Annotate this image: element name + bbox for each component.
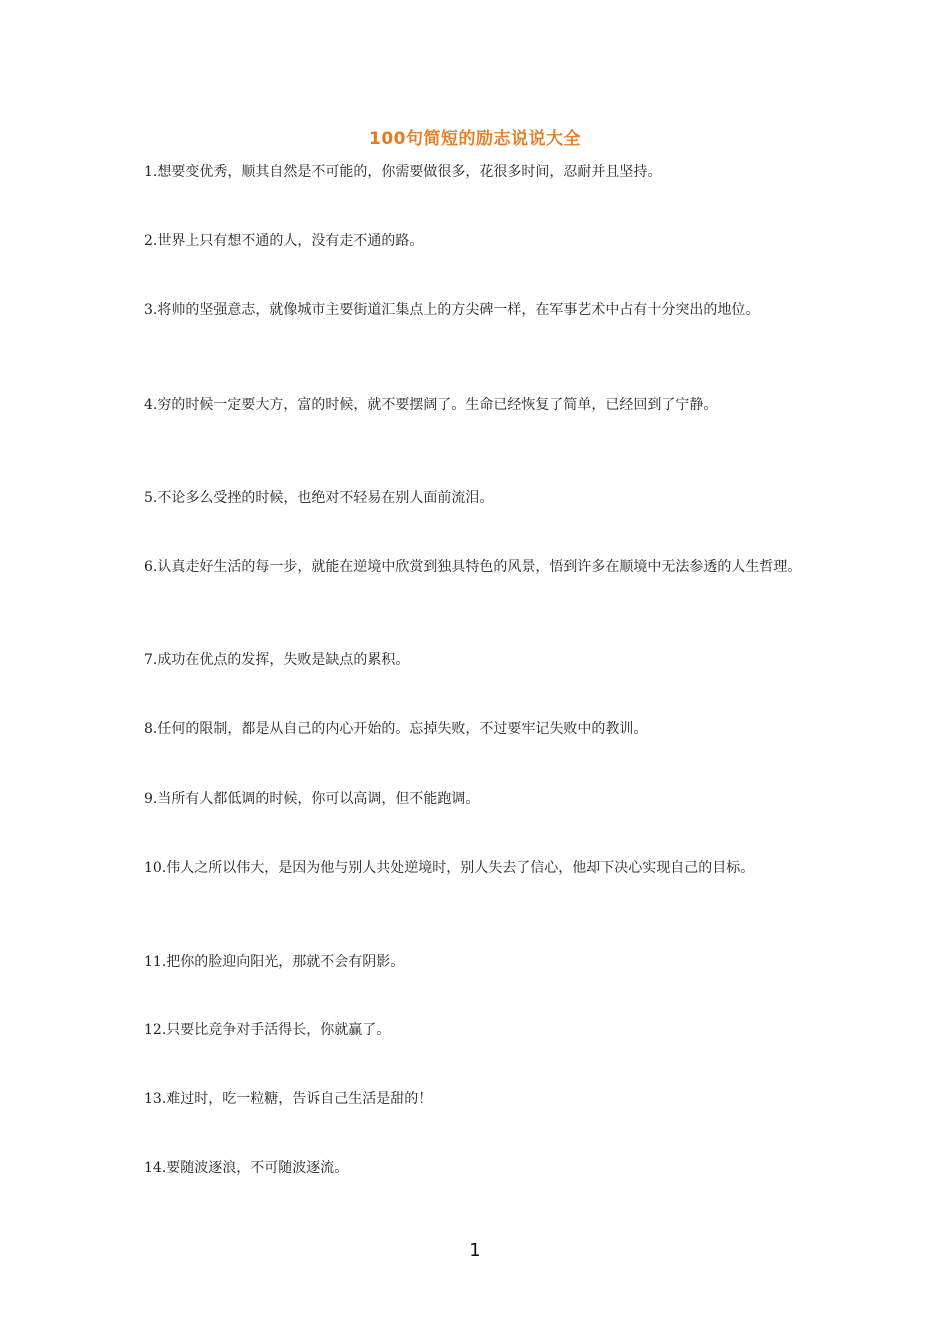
paragraph-8: 8.任何的限制，都是从自己的内心开始的。忘掉失败，不过要牢记失败中的教训。 <box>144 721 648 737</box>
paragraph-5: 5.不论多么受挫的时候，也绝对不轻易在别人面前流泪。 <box>144 490 494 506</box>
paragraph-6: 6.认真走好生活的每一步，就能在逆境中欣赏到独具特色的风景，悟到许多在顺境中无法参透的人生哲理。 <box>144 559 802 575</box>
paragraph-4: 4.穷的时候一定要大方，富的时候，就不要摆阔了。生命已经恢复了简单，已经回到了宁静。 <box>144 397 718 413</box>
paragraph-11: 11.把你的脸迎向阳光，那就不会有阴影。 <box>144 954 405 970</box>
paragraph-9: 9.当所有人都低调的时候，你可以高调，但不能跑调。 <box>144 791 480 807</box>
paragraph-10: 10.伟人之所以伟大，是因为他与别人共处逆境时，别人失去了信心，他却下决心实现自己的目标。 <box>144 860 755 876</box>
paragraph-3: 3.将帅的坚强意志，就像城市主要街道汇集点上的方尖碑一样，在军事艺术中占有十分突出的地位。 <box>144 302 760 318</box>
document-title: 100句简短的励志说说大全 <box>369 129 581 149</box>
page-number: 1 <box>469 1240 481 1261</box>
paragraph-12: 12.只要比竞争对手活得长，你就赢了。 <box>144 1022 391 1038</box>
paragraph-1: 1.想要变优秀，顺其自然是不可能的，你需要做很多，花很多时间，忍耐并且坚持。 <box>144 164 662 180</box>
paragraph-13: 13.难过时，吃一粒糖，告诉自己生活是甜的！ <box>144 1091 433 1107</box>
paragraph-7: 7.成功在优点的发挥，失败是缺点的累积。 <box>144 652 410 668</box>
paragraph-2: 2.世界上只有想不通的人，没有走不通的路。 <box>144 233 424 249</box>
paragraph-14: 14.要随波逐浪，不可随波逐流。 <box>144 1160 349 1176</box>
